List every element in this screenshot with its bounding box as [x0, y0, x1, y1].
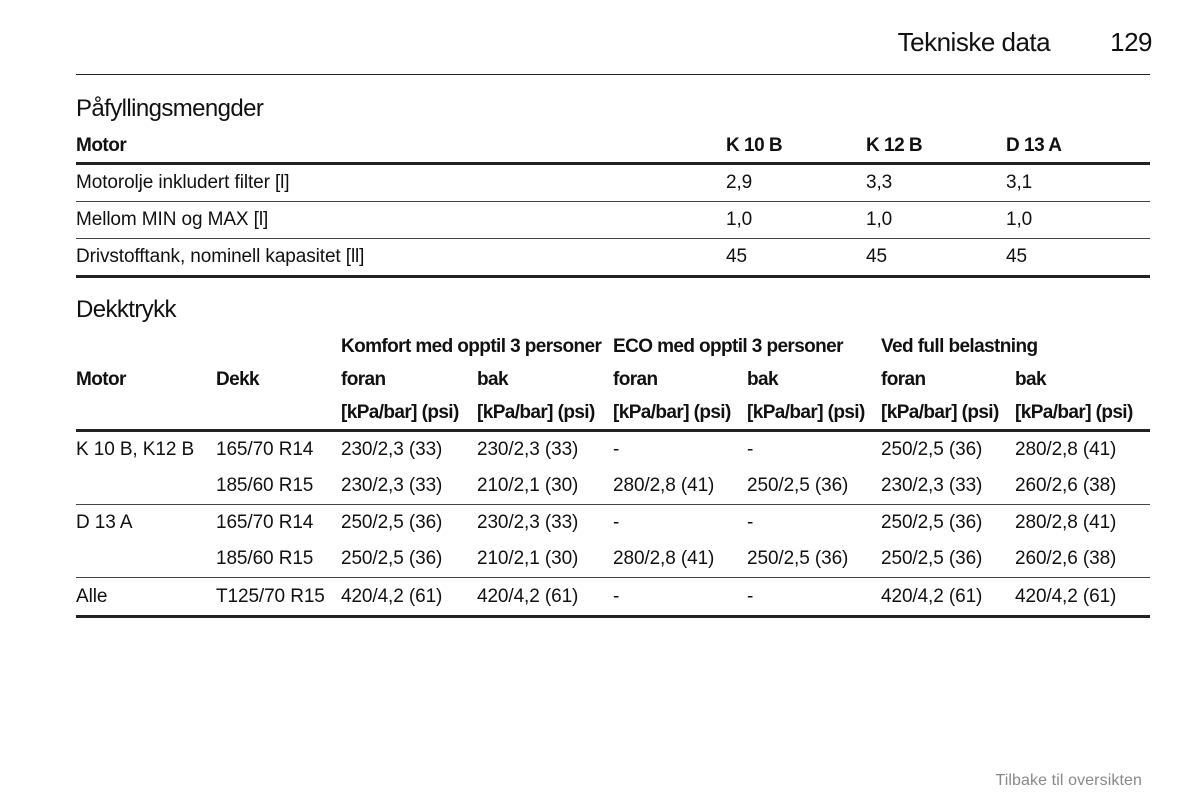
- cell-value: 3,1: [1006, 164, 1150, 202]
- col-header-motor: Motor: [76, 129, 726, 164]
- cell-value: 250/2,5 (36): [881, 439, 983, 460]
- cell-value: 230/2,3 (33): [341, 439, 443, 460]
- table-row: [76, 578, 1150, 617]
- cell-motor: [76, 541, 216, 578]
- col-unit: [kPa/bar] (psi): [881, 396, 1015, 431]
- cell-tire: T125/70 R15: [216, 578, 341, 617]
- cell-value: -: [613, 578, 747, 617]
- cell-value: 1,0: [1006, 202, 1150, 239]
- cell-tire: 165/70 R14: [216, 512, 314, 533]
- cell-value: 1,0: [866, 202, 1006, 239]
- cell-value: 280/2,8 (41): [613, 541, 747, 578]
- cell-value: 260/2,6 (38): [1015, 541, 1150, 578]
- cell-value: -: [747, 578, 881, 617]
- cell-value: 3,3: [866, 164, 1006, 202]
- cell-value: 230/2,3 (33): [477, 512, 579, 533]
- col-header-front: foran: [881, 368, 926, 390]
- col-header-motor: Motor: [76, 368, 126, 390]
- table-row: [76, 468, 1150, 505]
- units-header-row: [76, 396, 1150, 431]
- cell-value: 45: [866, 239, 1006, 277]
- subcol-header-row: [76, 363, 1150, 396]
- table-row: [76, 505, 1150, 542]
- col-header-d13a: D 13 A: [1006, 129, 1150, 164]
- table-row: [76, 431, 1150, 469]
- table-header-row: [76, 129, 1150, 164]
- cell-value: 250/2,5 (36): [747, 541, 881, 578]
- col-unit: [kPa/bar] (psi): [747, 396, 881, 431]
- table-row: [76, 541, 1150, 578]
- cell-value: 250/2,5 (36): [747, 468, 881, 505]
- header-divider: [76, 74, 1150, 75]
- cell-motor: D 13 A: [76, 512, 133, 533]
- group-header-eco: ECO med opptil 3 personer: [613, 335, 843, 357]
- group-header-row: [76, 330, 1150, 363]
- cell-value: -: [747, 439, 754, 460]
- row-label: Drivstofftank, nominell kapasitet [ll]: [76, 239, 726, 277]
- cell-value: 420/4,2 (61): [477, 578, 613, 617]
- tire-pressure-title: Dekktrykk: [76, 296, 176, 323]
- table-row: [76, 239, 1150, 277]
- row-label: Motorolje inkludert filter [l]: [76, 164, 726, 202]
- col-unit: [kPa/bar] (psi): [477, 396, 613, 431]
- col-header-front: foran: [613, 368, 658, 390]
- col-unit: [kPa/bar] (psi): [1015, 396, 1150, 431]
- fill-quantities-title: Påfyllingsmengder: [76, 95, 264, 122]
- cell-value: -: [613, 512, 620, 533]
- section-title: Tekniske data: [897, 26, 1051, 57]
- cell-value: 230/2,3 (33): [341, 468, 477, 505]
- table-row: [76, 202, 1150, 239]
- cell-value: 210/2,1 (30): [477, 468, 613, 505]
- cell-value: 2,9: [726, 164, 866, 202]
- cell-value: 1,0: [726, 202, 866, 239]
- tire-pressure-table: [76, 330, 1150, 618]
- table-row: [76, 164, 1150, 202]
- page-header: [76, 24, 1152, 60]
- row-label: Mellom MIN og MAX [l]: [76, 202, 726, 239]
- cell-value: 250/2,5 (36): [881, 512, 983, 533]
- col-header-tire: Dekk: [216, 368, 260, 390]
- cell-value: 420/4,2 (61): [881, 578, 1015, 617]
- cell-value: 250/2,5 (36): [881, 541, 1015, 578]
- col-header-rear: bak: [747, 368, 778, 390]
- col-header-k12b: K 12 B: [866, 129, 1006, 164]
- col-header-rear: bak: [477, 368, 508, 390]
- col-header-front: foran: [341, 368, 386, 390]
- cell-value: 420/4,2 (61): [341, 578, 477, 617]
- cell-value: 250/2,5 (36): [341, 512, 443, 533]
- cell-value: -: [613, 439, 620, 460]
- cell-motor: [76, 468, 216, 505]
- fill-quantities-table: [76, 129, 1150, 278]
- cell-value: 45: [726, 239, 866, 277]
- cell-tire: 185/60 R15: [216, 468, 341, 505]
- cell-value: 280/2,8 (41): [1015, 512, 1117, 533]
- cell-value: 230/2,3 (33): [477, 439, 579, 460]
- cell-value: 45: [1006, 239, 1150, 277]
- group-header-comfort: Komfort med opptil 3 personer: [341, 335, 602, 357]
- cell-value: -: [747, 512, 754, 533]
- cell-value: 420/4,2 (61): [1015, 578, 1150, 617]
- cell-value: 280/2,8 (41): [1015, 439, 1117, 460]
- cell-value: 210/2,1 (30): [477, 541, 613, 578]
- col-unit: [kPa/bar] (psi): [613, 396, 747, 431]
- cell-motor: Alle: [76, 578, 216, 617]
- cell-value: 280/2,8 (41): [613, 468, 747, 505]
- col-header-rear: bak: [1015, 368, 1046, 390]
- cell-value: 250/2,5 (36): [341, 541, 477, 578]
- cell-tire: 165/70 R14: [216, 439, 314, 460]
- cell-value: 260/2,6 (38): [1015, 468, 1150, 505]
- page-number: 129: [1110, 26, 1152, 57]
- col-header-k10b: K 10 B: [726, 129, 866, 164]
- back-to-overview-link[interactable]: Tilbake til oversikten: [995, 772, 1142, 789]
- group-header-full-load: Ved full belastning: [881, 335, 1038, 357]
- cell-motor: K 10 B, K12 B: [76, 439, 195, 460]
- col-unit: [kPa/bar] (psi): [341, 396, 477, 431]
- cell-tire: 185/60 R15: [216, 541, 341, 578]
- cell-value: 230/2,3 (33): [881, 468, 1015, 505]
